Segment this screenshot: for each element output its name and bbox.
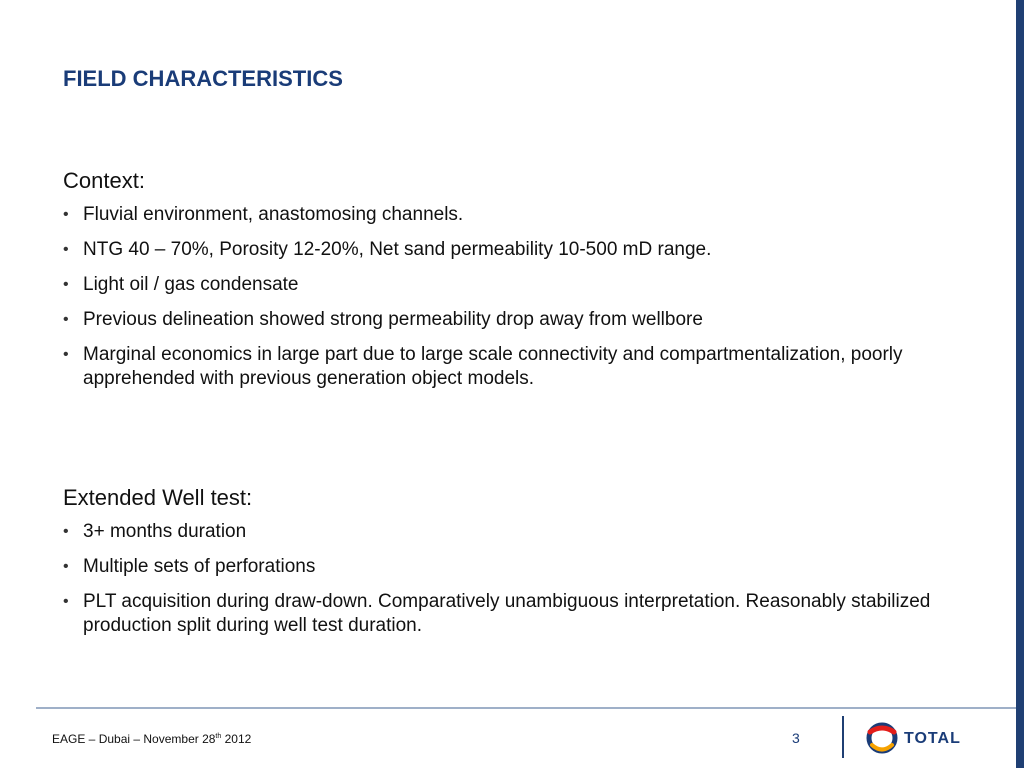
bullet-icon: • xyxy=(63,311,69,328)
well-test-heading: Extended Well test: xyxy=(63,485,253,510)
list-item: • Marginal economics in large part due to large scale connectivity and compartmentalization, poorly apprehended with previous generation object models. xyxy=(63,344,903,389)
footer-vertical-divider xyxy=(842,716,844,758)
page-number: 3 xyxy=(792,730,800,746)
logo-wordmark: TOTAL xyxy=(904,730,961,747)
context-heading: Context: xyxy=(63,168,145,193)
total-logo xyxy=(864,718,974,758)
bullet-icon: • xyxy=(63,558,69,575)
bullet-icon: • xyxy=(63,523,69,540)
list-item: • Light oil / gas condensate xyxy=(63,274,299,295)
bullet-icon: • xyxy=(63,276,69,293)
total-logo-icon xyxy=(864,718,900,758)
context-section xyxy=(63,167,963,402)
well-test-section xyxy=(63,484,963,649)
well-test-bullet-list xyxy=(63,520,963,638)
bullet-icon: • xyxy=(63,241,69,258)
footer-event-text: EAGE – Dubai – November 28th 2012 xyxy=(52,732,252,746)
page-title: FIELD CHARACTERISTICS xyxy=(63,66,343,91)
right-accent-bar xyxy=(1016,0,1024,768)
bullet-icon: • xyxy=(63,346,69,363)
list-item: • 3+ months duration xyxy=(63,521,247,542)
bullet-icon: • xyxy=(63,206,69,223)
context-bullet-list xyxy=(63,203,963,391)
list-item: • Multiple sets of perforations xyxy=(63,556,316,577)
bullet-icon: • xyxy=(63,593,69,610)
list-item: • NTG 40 – 70%, Porosity 12-20%, Net sand permeability 10-500 mD range. xyxy=(63,239,712,260)
list-item: • Fluvial environment, anastomosing channels. xyxy=(63,204,464,225)
list-item: • PLT acquisition during draw-down. Comparatively unambiguous interpretation. Reasonably stabilized production split during well test duration. xyxy=(63,591,931,636)
list-item: • Previous delineation showed strong permeability drop away from wellbore xyxy=(63,309,703,330)
footer-divider xyxy=(36,707,1016,709)
